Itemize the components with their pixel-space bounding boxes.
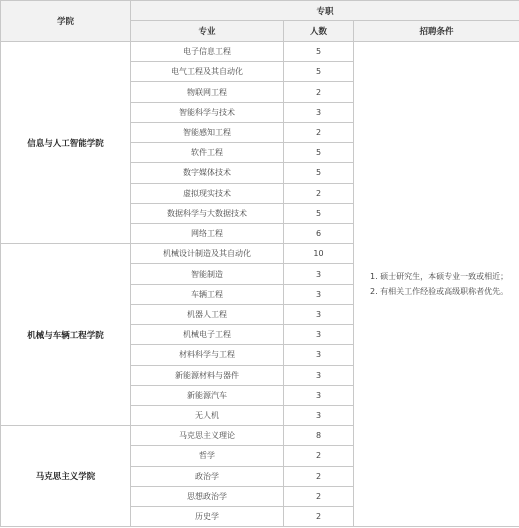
major-cell: 马克思主义理论 [131,426,284,446]
count-cell: 3 [284,325,354,345]
table-row [1,42,519,62]
major-cell: 数字媒体技术 [131,163,284,183]
count-cell: 3 [284,365,354,385]
major-cell: 网络工程 [131,223,284,243]
count-cell: 8 [284,426,354,446]
major-cell: 软件工程 [131,143,284,163]
major-cell: 机械设计制造及其自动化 [131,244,284,264]
major-cell: 新能源汽车 [131,385,284,405]
header-college: 学院 [1,1,131,42]
header-group: 专职 [131,1,519,21]
count-cell: 3 [284,264,354,284]
college-name: 信息与人工智能学院 [1,42,131,244]
count-cell: 3 [284,284,354,304]
major-cell: 智能制造 [131,264,284,284]
count-cell: 3 [284,102,354,122]
major-cell: 材料科学与工程 [131,345,284,365]
count-cell: 3 [284,385,354,405]
header-conditions: 招聘条件 [354,21,519,42]
count-cell: 2 [284,82,354,102]
college-name: 机械与车辆工程学院 [1,244,131,426]
count-cell: 5 [284,203,354,223]
major-cell: 新能源材料与器件 [131,365,284,385]
major-cell: 物联网工程 [131,82,284,102]
major-cell: 思想政治学 [131,486,284,506]
count-cell: 2 [284,507,354,527]
count-cell: 5 [284,143,354,163]
condition-item: 2. 有相关工作经验或高级职称者优先。 [370,287,509,297]
count-cell: 5 [284,62,354,82]
count-cell: 2 [284,183,354,203]
condition-item: 1. 硕士研究生，本硕专业一致或相近； [370,272,509,282]
count-cell: 3 [284,405,354,425]
header-major: 专业 [131,21,284,42]
count-cell: 3 [284,345,354,365]
count-cell: 3 [284,304,354,324]
count-cell: 2 [284,466,354,486]
count-cell: 5 [284,42,354,62]
count-cell: 10 [284,244,354,264]
count-cell: 5 [284,163,354,183]
count-cell: 6 [284,223,354,243]
major-cell: 无人机 [131,405,284,425]
major-cell: 车辆工程 [131,284,284,304]
major-cell: 政治学 [131,466,284,486]
major-cell: 数据科学与大数据技术 [131,203,284,223]
conditions-cell [354,42,519,527]
major-cell: 哲学 [131,446,284,466]
major-cell: 历史学 [131,507,284,527]
count-cell: 2 [284,486,354,506]
major-cell: 智能感知工程 [131,122,284,142]
major-cell: 虚拟现实技术 [131,183,284,203]
college-name: 马克思主义学院 [1,426,131,527]
count-cell: 2 [284,446,354,466]
count-cell: 2 [284,122,354,142]
major-cell: 电子信息工程 [131,42,284,62]
header-count: 人数 [284,21,354,42]
major-cell: 机器人工程 [131,304,284,324]
major-cell: 机械电子工程 [131,325,284,345]
major-cell: 智能科学与技术 [131,102,284,122]
major-cell: 电气工程及其自动化 [131,62,284,82]
